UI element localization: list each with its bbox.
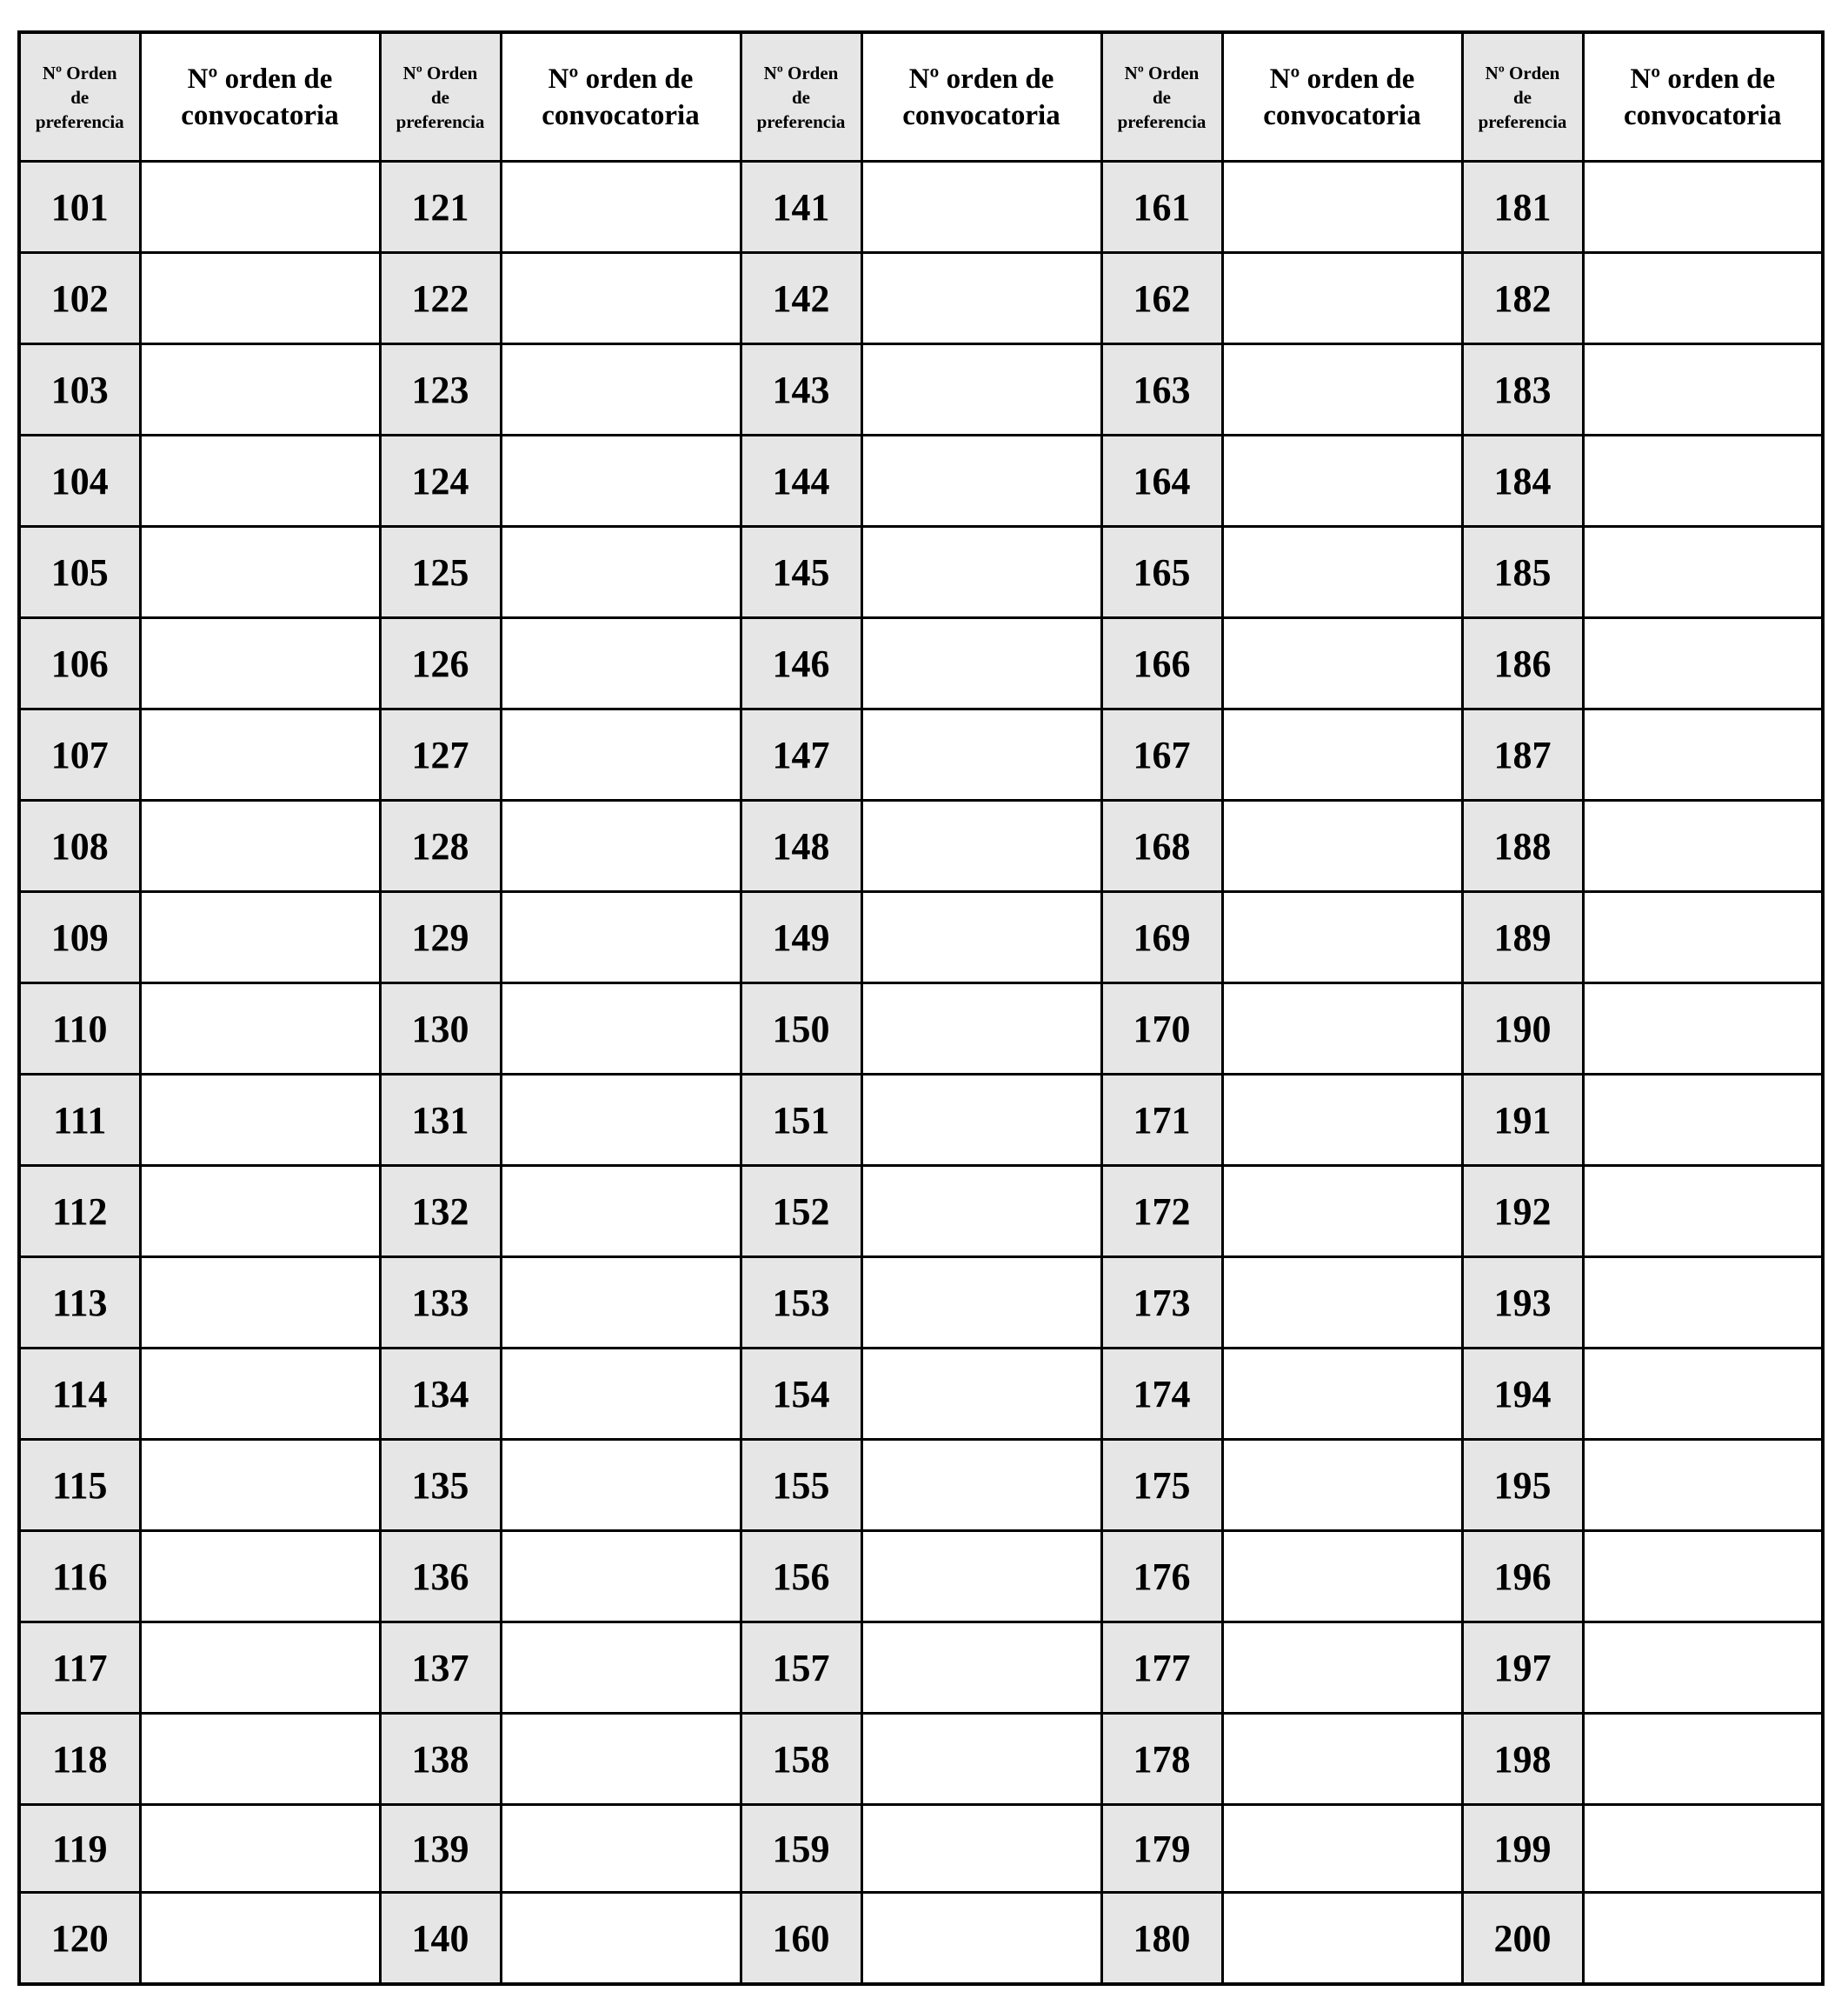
preference-number-cell: 123 xyxy=(380,344,501,436)
preference-number-cell: 109 xyxy=(19,892,140,983)
call-order-entry-cell[interactable] xyxy=(1222,801,1462,892)
call-order-entry-cell[interactable] xyxy=(1222,1622,1462,1714)
call-order-header-text: convocatoria xyxy=(902,99,1060,131)
call-order-entry-cell[interactable] xyxy=(1583,1622,1823,1714)
call-order-entry-cell[interactable] xyxy=(1222,1257,1462,1349)
call-order-entry-cell[interactable] xyxy=(1583,1440,1823,1531)
preference-number-cell: 154 xyxy=(741,1349,861,1440)
preference-order-header xyxy=(380,32,501,162)
call-order-entry-cell[interactable] xyxy=(501,983,741,1075)
call-order-entry-cell[interactable] xyxy=(1222,253,1462,344)
call-order-entry-cell[interactable] xyxy=(1583,801,1823,892)
table-row xyxy=(19,618,1823,709)
call-order-entry-cell[interactable] xyxy=(1583,527,1823,618)
preference-number-cell: 160 xyxy=(741,1893,861,1985)
preference-number-cell: 156 xyxy=(741,1531,861,1622)
table-row xyxy=(19,1805,1823,1893)
preference-number-cell: 189 xyxy=(1462,892,1583,983)
table-row xyxy=(19,1075,1823,1166)
preference-number-cell: 136 xyxy=(380,1531,501,1622)
preference-number-cell: 152 xyxy=(741,1166,861,1257)
call-order-entry-cell[interactable] xyxy=(861,892,1101,983)
preference-number-cell: 105 xyxy=(19,527,140,618)
preference-number-cell: 113 xyxy=(19,1257,140,1349)
preference-number-cell: 172 xyxy=(1101,1166,1222,1257)
preference-number-cell: 177 xyxy=(1101,1622,1222,1714)
call-order-entry-cell[interactable] xyxy=(501,1714,741,1805)
preference-number-cell: 125 xyxy=(380,527,501,618)
preference-number-cell: 144 xyxy=(741,436,861,527)
preference-number-cell: 107 xyxy=(19,709,140,801)
call-order-entry-cell[interactable] xyxy=(1583,1893,1823,1985)
call-order-entry-cell[interactable] xyxy=(501,1805,741,1893)
call-order-entry-cell[interactable] xyxy=(501,1257,741,1349)
call-order-entry-cell[interactable] xyxy=(861,1622,1101,1714)
preference-number-cell: 120 xyxy=(19,1893,140,1985)
preference-number-cell: 171 xyxy=(1101,1075,1222,1166)
preference-number-cell: 135 xyxy=(380,1440,501,1531)
preference-number-cell: 127 xyxy=(380,709,501,801)
call-order-entry-cell[interactable] xyxy=(1222,618,1462,709)
call-order-entry-cell[interactable] xyxy=(861,162,1101,253)
call-order-entry-cell[interactable] xyxy=(501,892,741,983)
preference-number-cell: 131 xyxy=(380,1075,501,1166)
call-order-entry-cell[interactable] xyxy=(1583,253,1823,344)
preference-number-cell: 143 xyxy=(741,344,861,436)
preference-order-table xyxy=(17,30,1825,1986)
preference-number-cell: 173 xyxy=(1101,1257,1222,1349)
preference-number-cell: 141 xyxy=(741,162,861,253)
call-order-entry-cell[interactable] xyxy=(861,1349,1101,1440)
call-order-entry-cell[interactable] xyxy=(1583,1075,1823,1166)
table-row xyxy=(19,983,1823,1075)
call-order-entry-cell[interactable] xyxy=(1222,892,1462,983)
call-order-entry-cell[interactable] xyxy=(861,801,1101,892)
call-order-entry-cell[interactable] xyxy=(861,436,1101,527)
call-order-entry-cell[interactable] xyxy=(140,618,380,709)
preference-number-cell: 116 xyxy=(19,1531,140,1622)
preference-number-cell: 191 xyxy=(1462,1075,1583,1166)
preference-number-cell: 102 xyxy=(19,253,140,344)
preference-number-cell: 190 xyxy=(1462,983,1583,1075)
preference-number-cell: 163 xyxy=(1101,344,1222,436)
call-order-entry-cell[interactable] xyxy=(501,1440,741,1531)
preference-number-cell: 188 xyxy=(1462,801,1583,892)
call-order-header-text: Nº orden de xyxy=(908,63,1054,95)
call-order-entry-cell[interactable] xyxy=(140,527,380,618)
preference-number-cell: 157 xyxy=(741,1622,861,1714)
call-order-entry-cell[interactable] xyxy=(861,527,1101,618)
call-order-entry-cell[interactable] xyxy=(1583,1805,1823,1893)
preference-number-cell: 101 xyxy=(19,162,140,253)
table-row xyxy=(19,1622,1823,1714)
call-order-entry-cell[interactable] xyxy=(140,436,380,527)
preference-number-cell: 103 xyxy=(19,344,140,436)
preference-number-cell: 108 xyxy=(19,801,140,892)
preference-number-cell: 145 xyxy=(741,527,861,618)
call-order-entry-cell[interactable] xyxy=(1583,618,1823,709)
call-order-entry-cell[interactable] xyxy=(861,1440,1101,1531)
call-order-entry-cell[interactable] xyxy=(501,527,741,618)
call-order-entry-cell[interactable] xyxy=(501,1166,741,1257)
preference-number-cell: 153 xyxy=(741,1257,861,1349)
call-order-entry-cell[interactable] xyxy=(1222,436,1462,527)
preference-number-cell: 147 xyxy=(741,709,861,801)
preference-number-cell: 112 xyxy=(19,1166,140,1257)
preference-header-text: preferencia xyxy=(1117,110,1207,132)
call-order-entry-cell[interactable] xyxy=(1222,1075,1462,1166)
table-row xyxy=(19,801,1823,892)
call-order-entry-cell[interactable] xyxy=(140,709,380,801)
preference-number-cell: 137 xyxy=(380,1622,501,1714)
table-row xyxy=(19,709,1823,801)
preference-number-cell: 106 xyxy=(19,618,140,709)
table-row xyxy=(19,1257,1823,1349)
call-order-entry-cell[interactable] xyxy=(1583,1166,1823,1257)
table-row xyxy=(19,527,1823,618)
preference-number-cell: 150 xyxy=(741,983,861,1075)
call-order-entry-cell[interactable] xyxy=(1583,1349,1823,1440)
table-row xyxy=(19,1531,1823,1622)
preference-number-cell: 182 xyxy=(1462,253,1583,344)
call-order-entry-cell[interactable] xyxy=(140,1075,380,1166)
table-header xyxy=(19,32,1823,162)
preference-header-text: Nº Orden xyxy=(42,62,117,83)
call-order-entry-cell[interactable] xyxy=(140,892,380,983)
call-order-entry-cell[interactable] xyxy=(1222,709,1462,801)
call-order-entry-cell[interactable] xyxy=(1583,436,1823,527)
preference-number-cell: 130 xyxy=(380,983,501,1075)
preference-header-text: de xyxy=(431,86,449,108)
call-order-entry-cell[interactable] xyxy=(1583,344,1823,436)
call-order-entry-cell[interactable] xyxy=(501,344,741,436)
call-order-header-text: Nº orden de xyxy=(1269,63,1415,95)
preference-number-cell: 138 xyxy=(380,1714,501,1805)
call-order-entry-cell[interactable] xyxy=(1583,983,1823,1075)
preference-number-cell: 155 xyxy=(741,1440,861,1531)
call-order-entry-cell[interactable] xyxy=(1222,1440,1462,1531)
call-order-entry-cell[interactable] xyxy=(861,1714,1101,1805)
call-order-entry-cell[interactable] xyxy=(861,253,1101,344)
call-order-entry-cell[interactable] xyxy=(501,709,741,801)
preference-number-cell: 179 xyxy=(1101,1805,1222,1893)
call-order-entry-cell[interactable] xyxy=(861,1257,1101,1349)
table-row xyxy=(19,162,1823,253)
preference-number-cell: 200 xyxy=(1462,1893,1583,1985)
call-order-entry-cell[interactable] xyxy=(861,1075,1101,1166)
call-order-entry-cell[interactable] xyxy=(140,162,380,253)
table-row xyxy=(19,436,1823,527)
preference-number-cell: 114 xyxy=(19,1349,140,1440)
preference-number-cell: 194 xyxy=(1462,1349,1583,1440)
preference-number-cell: 140 xyxy=(380,1893,501,1985)
call-order-entry-cell[interactable] xyxy=(501,436,741,527)
preference-header-text: preferencia xyxy=(35,110,124,132)
preference-header-text: Nº Orden xyxy=(763,62,839,83)
preference-number-cell: 170 xyxy=(1101,983,1222,1075)
preference-number-cell: 167 xyxy=(1101,709,1222,801)
call-order-entry-cell[interactable] xyxy=(1583,892,1823,983)
call-order-entry-cell[interactable] xyxy=(1222,1349,1462,1440)
preference-number-cell: 195 xyxy=(1462,1440,1583,1531)
call-order-entry-cell[interactable] xyxy=(501,162,741,253)
preference-number-cell: 159 xyxy=(741,1805,861,1893)
call-order-entry-cell[interactable] xyxy=(1222,162,1462,253)
preference-number-cell: 111 xyxy=(19,1075,140,1166)
preference-number-cell: 115 xyxy=(19,1440,140,1531)
preference-number-cell: 199 xyxy=(1462,1805,1583,1893)
preference-number-cell: 121 xyxy=(380,162,501,253)
preference-number-cell: 183 xyxy=(1462,344,1583,436)
call-order-entry-cell[interactable] xyxy=(861,618,1101,709)
preference-number-cell: 119 xyxy=(19,1805,140,1893)
call-order-header xyxy=(140,32,380,162)
call-order-entry-cell[interactable] xyxy=(1222,1531,1462,1622)
preference-header-text: preferencia xyxy=(756,110,846,132)
preference-number-cell: 128 xyxy=(380,801,501,892)
preference-number-cell: 164 xyxy=(1101,436,1222,527)
table-row xyxy=(19,1893,1823,1985)
preference-number-cell: 169 xyxy=(1101,892,1222,983)
preference-order-header xyxy=(741,32,861,162)
preference-number-cell: 133 xyxy=(380,1257,501,1349)
preference-header-text: Nº Orden xyxy=(1485,62,1560,83)
preference-number-cell: 161 xyxy=(1101,162,1222,253)
preference-number-cell: 139 xyxy=(380,1805,501,1893)
call-order-entry-cell[interactable] xyxy=(140,1349,380,1440)
preference-number-cell: 178 xyxy=(1101,1714,1222,1805)
preference-number-cell: 162 xyxy=(1101,253,1222,344)
preference-number-cell: 165 xyxy=(1101,527,1222,618)
call-order-header-text: convocatoria xyxy=(1624,99,1782,131)
call-order-entry-cell[interactable] xyxy=(140,1893,380,1985)
preference-number-cell: 176 xyxy=(1101,1531,1222,1622)
call-order-entry-cell[interactable] xyxy=(1583,709,1823,801)
call-order-entry-cell[interactable] xyxy=(1222,527,1462,618)
call-order-entry-cell[interactable] xyxy=(861,1531,1101,1622)
call-order-entry-cell[interactable] xyxy=(1222,344,1462,436)
preference-number-cell: 174 xyxy=(1101,1349,1222,1440)
preference-header-text: de xyxy=(70,86,90,108)
call-order-entry-cell[interactable] xyxy=(861,1805,1101,1893)
preference-header-text: de xyxy=(1153,86,1171,108)
call-order-entry-cell[interactable] xyxy=(140,801,380,892)
call-order-entry-cell[interactable] xyxy=(140,1805,380,1893)
preference-number-cell: 196 xyxy=(1462,1531,1583,1622)
preference-header-text: Nº Orden xyxy=(1124,62,1200,83)
preference-number-cell: 104 xyxy=(19,436,140,527)
call-order-entry-cell[interactable] xyxy=(1583,1257,1823,1349)
call-order-header-text: convocatoria xyxy=(1263,99,1421,131)
preference-number-cell: 148 xyxy=(741,801,861,892)
call-order-entry-cell[interactable] xyxy=(140,1622,380,1714)
preference-header-text: preferencia xyxy=(396,110,485,132)
call-order-entry-cell[interactable] xyxy=(1222,1714,1462,1805)
call-order-entry-cell[interactable] xyxy=(1583,162,1823,253)
preference-header-text: de xyxy=(1513,86,1532,108)
call-order-header xyxy=(501,32,741,162)
preference-number-cell: 185 xyxy=(1462,527,1583,618)
preference-number-cell: 149 xyxy=(741,892,861,983)
table-row xyxy=(19,892,1823,983)
call-order-entry-cell[interactable] xyxy=(1222,983,1462,1075)
call-order-header-text: convocatoria xyxy=(181,99,339,131)
preference-header-text: preferencia xyxy=(1478,110,1567,132)
table-row xyxy=(19,1349,1823,1440)
call-order-entry-cell[interactable] xyxy=(1583,1531,1823,1622)
call-order-entry-cell[interactable] xyxy=(140,1440,380,1531)
call-order-entry-cell[interactable] xyxy=(861,1166,1101,1257)
call-order-entry-cell[interactable] xyxy=(140,253,380,344)
preference-number-cell: 129 xyxy=(380,892,501,983)
call-order-entry-cell[interactable] xyxy=(140,1257,380,1349)
preference-number-cell: 134 xyxy=(380,1349,501,1440)
call-order-entry-cell[interactable] xyxy=(861,709,1101,801)
call-order-entry-cell[interactable] xyxy=(861,983,1101,1075)
call-order-header xyxy=(861,32,1101,162)
call-order-entry-cell[interactable] xyxy=(140,983,380,1075)
preference-number-cell: 142 xyxy=(741,253,861,344)
preference-number-cell: 186 xyxy=(1462,618,1583,709)
table-row xyxy=(19,1440,1823,1531)
call-order-entry-cell[interactable] xyxy=(861,344,1101,436)
preference-header-text: de xyxy=(792,86,810,108)
preference-number-cell: 168 xyxy=(1101,801,1222,892)
call-order-entry-cell[interactable] xyxy=(501,1075,741,1166)
call-order-entry-cell[interactable] xyxy=(1222,1166,1462,1257)
preference-number-cell: 184 xyxy=(1462,436,1583,527)
preference-number-cell: 166 xyxy=(1101,618,1222,709)
preference-number-cell: 124 xyxy=(380,436,501,527)
preference-number-cell: 192 xyxy=(1462,1166,1583,1257)
call-order-entry-cell[interactable] xyxy=(140,1166,380,1257)
call-order-entry-cell[interactable] xyxy=(140,1714,380,1805)
preference-number-cell: 146 xyxy=(741,618,861,709)
preference-number-cell: 117 xyxy=(19,1622,140,1714)
preference-order-header xyxy=(19,32,140,162)
call-order-entry-cell[interactable] xyxy=(501,1531,741,1622)
preference-order-header xyxy=(1462,32,1583,162)
call-order-header xyxy=(1583,32,1823,162)
table-body xyxy=(19,162,1823,1985)
call-order-header-text: Nº orden de xyxy=(1630,63,1776,95)
table-row xyxy=(19,253,1823,344)
preference-number-cell: 181 xyxy=(1462,162,1583,253)
preference-number-cell: 151 xyxy=(741,1075,861,1166)
preference-number-cell: 126 xyxy=(380,618,501,709)
table-row xyxy=(19,344,1823,436)
preference-number-cell: 187 xyxy=(1462,709,1583,801)
preference-header-text: Nº Orden xyxy=(402,62,478,83)
preference-number-cell: 132 xyxy=(380,1166,501,1257)
call-order-entry-cell[interactable] xyxy=(861,1893,1101,1985)
header-row xyxy=(19,32,1823,162)
call-order-header-text: Nº orden de xyxy=(187,63,333,95)
preference-number-cell: 193 xyxy=(1462,1257,1583,1349)
call-order-entry-cell[interactable] xyxy=(1222,1893,1462,1985)
preference-order-header xyxy=(1101,32,1222,162)
call-order-entry-cell[interactable] xyxy=(501,253,741,344)
call-order-entry-cell[interactable] xyxy=(501,1622,741,1714)
call-order-entry-cell[interactable] xyxy=(140,344,380,436)
call-order-entry-cell[interactable] xyxy=(501,801,741,892)
preference-number-cell: 122 xyxy=(380,253,501,344)
table-row xyxy=(19,1714,1823,1805)
call-order-entry-cell[interactable] xyxy=(140,1531,380,1622)
table-row xyxy=(19,1166,1823,1257)
call-order-entry-cell[interactable] xyxy=(501,618,741,709)
preference-number-cell: 197 xyxy=(1462,1622,1583,1714)
preference-number-cell: 158 xyxy=(741,1714,861,1805)
call-order-entry-cell[interactable] xyxy=(1583,1714,1823,1805)
call-order-entry-cell[interactable] xyxy=(501,1349,741,1440)
preference-number-cell: 110 xyxy=(19,983,140,1075)
call-order-header-text: convocatoria xyxy=(542,99,700,131)
call-order-header xyxy=(1222,32,1462,162)
preference-number-cell: 198 xyxy=(1462,1714,1583,1805)
preference-number-cell: 180 xyxy=(1101,1893,1222,1985)
preference-number-cell: 175 xyxy=(1101,1440,1222,1531)
call-order-entry-cell[interactable] xyxy=(501,1893,741,1985)
preference-number-cell: 118 xyxy=(19,1714,140,1805)
call-order-entry-cell[interactable] xyxy=(1222,1805,1462,1893)
call-order-header-text: Nº orden de xyxy=(548,63,694,95)
